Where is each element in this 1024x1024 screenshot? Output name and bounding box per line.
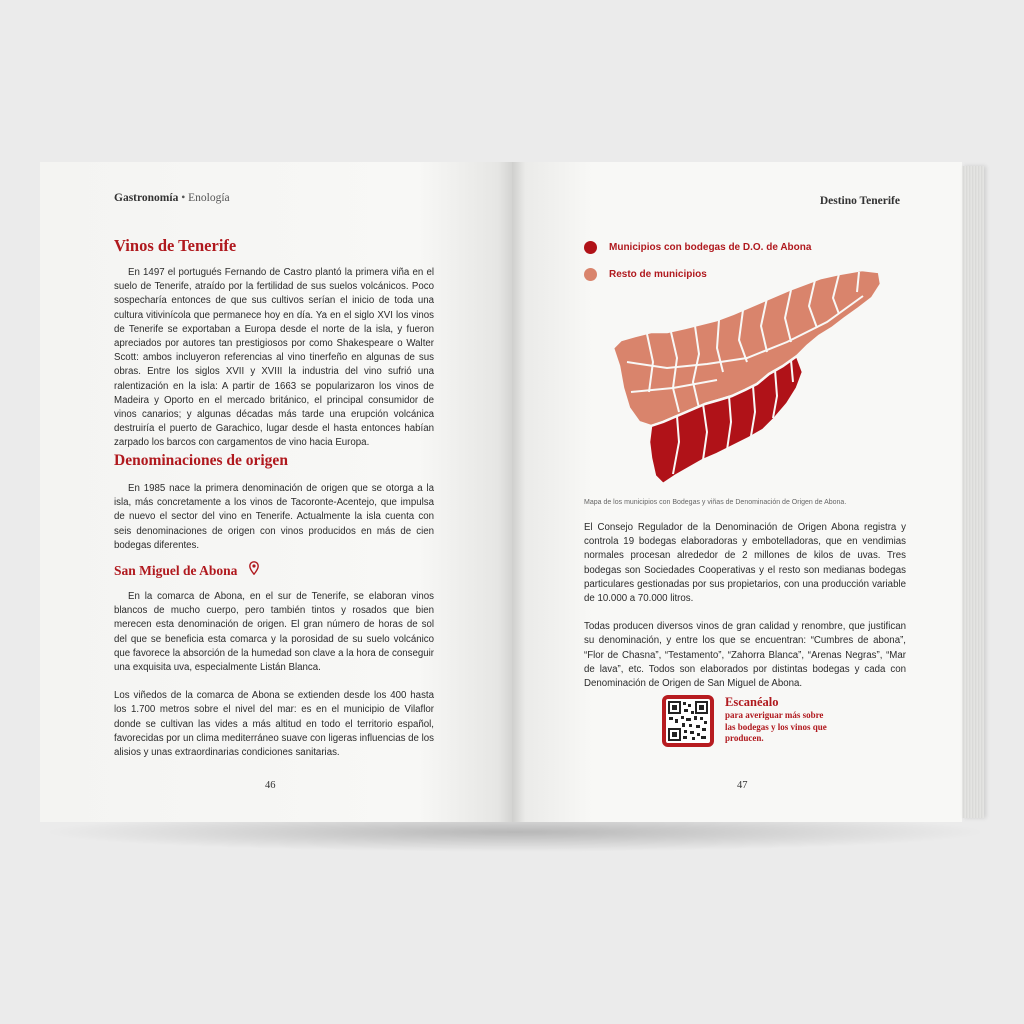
subheading-row [114, 561, 259, 580]
heading-vinos-de-tenerife: Vinos de Tenerife [114, 236, 237, 255]
paragraph-consejo: El Consejo Regulador de la Denominación de Origen Abona registra y controla 19 bodegas elaboradoras y embotelladoras, que en vendimias normales procesan alrededor de 2 millones de kilos de uvas. Tres bodegas son Sociedades Cooperativas y el resto son medianas bodegas particulares gestionadas por sus propietarios, con una producción variable de 10.000 a 70.000 litros. [584, 522, 906, 605]
paragraph-denominaciones: En 1985 nace la primera denominación de origen que se otorga a la isla, más concretamente a los vinos de Tacoronte-Acentejo, que impulsa de nuevo el sector del vino en Tenerife. Actualmente la isla cuenta con seis denominaciones de origen con vinos producidos en más de cien bodegas diferentes. [114, 483, 434, 551]
running-head-section: Gastronomía [114, 192, 179, 204]
legend-item-abona [584, 241, 811, 254]
running-head-right: Destino Tenerife [819, 195, 900, 207]
body-column-2 [114, 482, 434, 553]
page-stack-edge [962, 166, 984, 818]
qr-title: Escanéalo [725, 695, 779, 709]
paragraph-abona: En la comarca de Abona, en el sur de Tenerife, se elaboran vinos blancos de mucho cuerpo, pero también tintos y rosados que bien merecen esta denominación de origen. El gran número de horas de sol del que se beneficia esta comarca y la porosidad de su suelo volcánico que favorece la absorción de la humedad son clave a la hora de conseguir una exquisita uva, especialmente Listán Blanca. [114, 591, 434, 674]
heading-san-miguel-de-abona: San Miguel de Abona [114, 562, 238, 578]
left-page [40, 162, 512, 822]
qr-description: para averiguar más sobre las bodegas y los vinos que producen. [725, 710, 827, 743]
paragraph-vinos: Todas producen diversos vinos de gran calidad y renombre, que justifican su denominación, y entre los que se encuentran: “Cumbres de abona”, “Flor de Chasna”, “Testamento”, “Zahorra Blanca”, “Arenas Negras”, “Mar de lava”, etc. Todos son elaborados por distintas bodegas y cada con Denominación de Origen de San Miguel de Abona. [584, 621, 906, 690]
legend-label-rest: Resto de municipios [609, 269, 707, 280]
legend-label-abona: Municipios con bodegas de D.O. de Abona [609, 242, 812, 253]
body-column-3 [114, 590, 434, 760]
right-page [512, 162, 962, 822]
heading-denominaciones: Denominaciones de origen [114, 452, 288, 469]
map-caption: Mapa de los municipios con Bodegas y viñas de Denominación de Origen de Abona. [584, 499, 847, 506]
running-head-separator: • [178, 192, 189, 204]
legend-swatch-abona [584, 241, 597, 254]
running-head-subsection: Enología [188, 192, 230, 204]
qr-callout [725, 695, 835, 745]
qr-code[interactable] [662, 695, 714, 747]
body-column-1 [114, 266, 434, 451]
page-number-left: 46 [265, 780, 276, 791]
running-head [114, 192, 230, 204]
paragraph-history: En 1497 el portugués Fernando de Castro plantó la primera viña en el suelo de Tenerife, atraído por la fertilidad de sus suelos volcánicos. Poco sospecharía entonces de que sus cultivos serían el inicio de toda una cultura vitivinícola que permanece hoy en día. Ya en el siglo XVI los vinos de Tenerife se exportaban a Europa desde el norte de la isla, y fueron apreciados por autores tan prestigiosos por como Shakespeare o Walter Scott: ambos incluyeron referencias al vino tinerfeño en algunas de sus obras. Entre los siglos XVII y XVIII la industria del vino sufrió una ralentización en la isla: A partir de 1663 se popularizaron los vinos de Madeira y Oporto en el mercado británico, el principal consumidor de vinos canarios; y algunas décadas más tarde una erupción volcánica destruiría el puerto de Garachico, lugar desde el hasta entonces habían zarpado los barcos con cargamentos de vino hacia Europa. [114, 267, 434, 449]
page-number-right: 47 [737, 780, 748, 791]
legend-swatch-rest [584, 268, 597, 281]
right-body-column [584, 521, 906, 691]
qr-code-icon [666, 699, 710, 743]
tenerife-municipalities-map [607, 262, 887, 490]
paragraph-vinedos: Los viñedos de la comarca de Abona se extienden desde los 400 hasta los 1.700 metros sobre el nivel del mar: es en el municipio de Vilaflor donde se cultivan las vides a más altitud en todo el territorio español, favorecidas por un clima mediterráneo suave con ligeras influencias de los alisios y unas extraordinarias condiciones sanitarias. [114, 690, 434, 759]
location-pin-icon [249, 561, 259, 580]
